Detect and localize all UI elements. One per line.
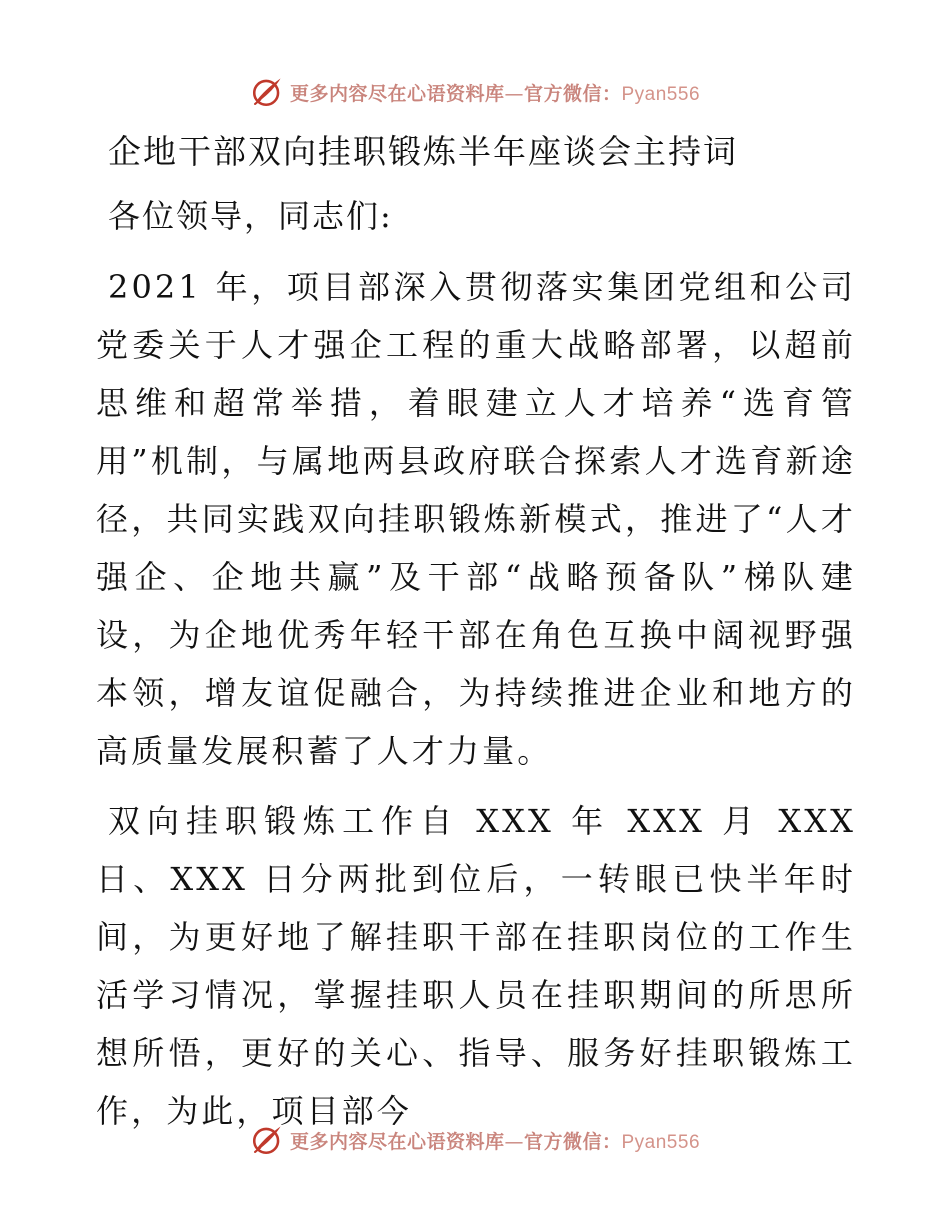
quill-pen-logo-icon bbox=[250, 75, 284, 109]
paragraph-1: 2021 年，项目部深入贯彻落实集团党组和公司党委关于人才强企工程的重大战略部署，以超前思维和超常举措，着眼建立人才培养“选育管用”机制，与属地两县政府联合探索人才选育新途径，共同实践双向挂职锻炼新模式，推进了“人才强企、企地共赢”及干部“战略预备队”梯队建设，为企地优秀年轻干部在角色互换中阔视野强本领，增友谊促融合，为持续推进企业和地方的高质量发展积蓄了人才力量。 bbox=[96, 268, 856, 770]
watermark-dash: — bbox=[504, 1130, 524, 1153]
watermark-brand-text: 更多内容尽在心语资料库 bbox=[289, 82, 505, 105]
watermark-brand-text: 更多内容尽在心语资料库 bbox=[289, 1130, 505, 1153]
watermark-wechat-label: 官方微信： bbox=[523, 82, 622, 105]
quill-pen-logo-icon bbox=[250, 1123, 284, 1157]
document-body bbox=[96, 124, 856, 1140]
document-title: 企地干部双向挂职锻炼半年座谈会主持词 bbox=[108, 132, 738, 171]
footer-watermark bbox=[0, 1120, 950, 1160]
greeting-line: 各位领导，同志们: bbox=[108, 197, 393, 235]
watermark-wechat-id: Pyan556 bbox=[621, 1131, 701, 1153]
paragraph-2: 双向挂职锻炼工作自 XXX 年 XXX 月 XXX 日、XXX 日分两批到位后，一转眼已快半年时间，为更好地了解挂职干部在挂职岗位的工作生活学习情况，掌握挂职人员在挂职期间的所思所想所悟，更好的关心、指导、服务好挂职锻炼工作，为此，项目部今 bbox=[96, 802, 856, 1130]
header-watermark bbox=[0, 72, 950, 112]
watermark-wechat-label: 官方微信： bbox=[523, 1130, 622, 1153]
watermark-dash: — bbox=[504, 82, 524, 105]
watermark-wechat-id: Pyan556 bbox=[621, 83, 701, 105]
